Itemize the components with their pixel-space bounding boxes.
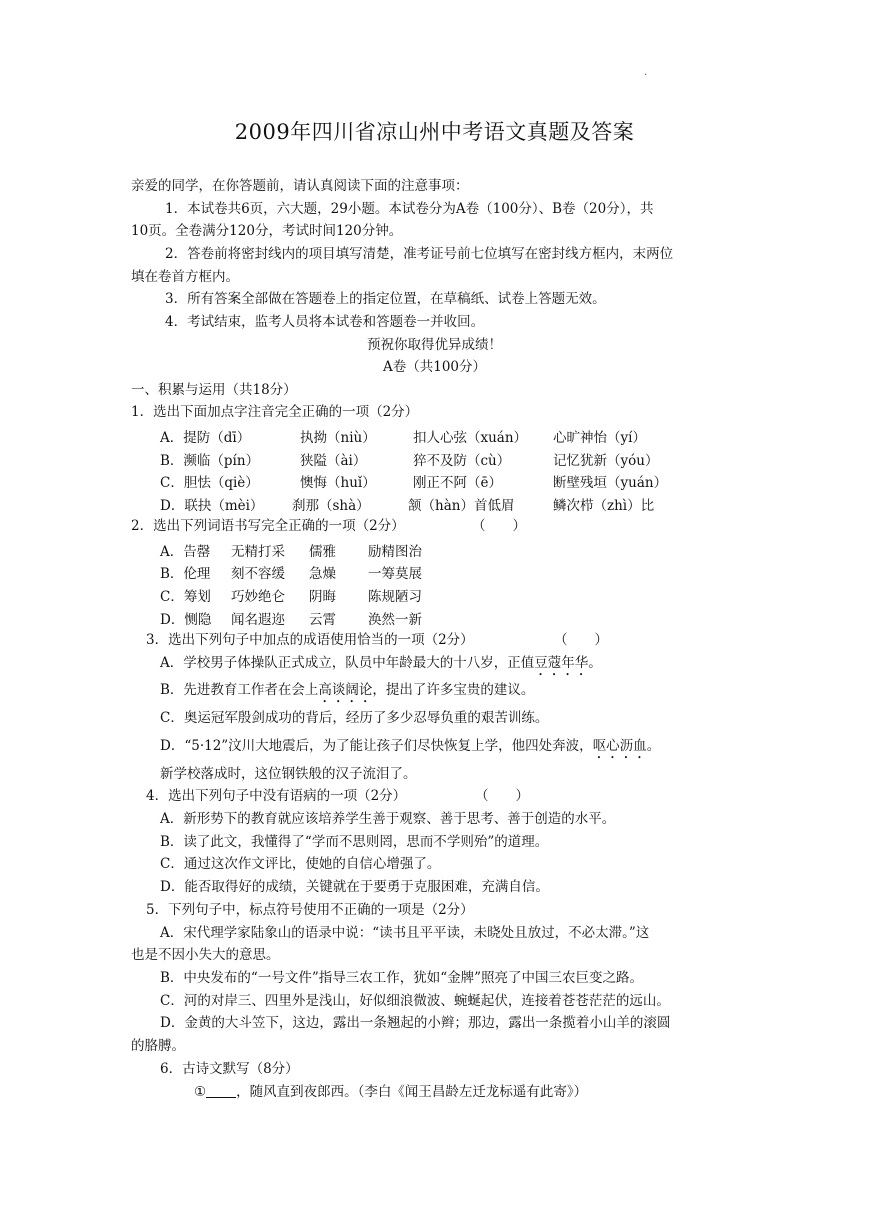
q4-answer-paren: （ ）	[475, 788, 529, 804]
q2-d-1: D．恻隐	[160, 612, 212, 628]
q2-b-3: 急燥	[309, 566, 336, 582]
q2-b-1: B．伦理	[160, 566, 211, 582]
q2-c-3: 阴晦	[309, 589, 336, 605]
notice-wish: 预祝你取得优异成绩！	[367, 337, 502, 353]
q3-stem: 3．选出下列句子中加点的成语使用恰当的一项（2分）	[146, 632, 474, 648]
q2-c-4: 陈规陋习	[368, 589, 422, 605]
q3-option-c: C．奥运冠军殷剑成功的背后，经历了多少忍辱负重的艰苦训练。	[160, 710, 549, 726]
section-heading: 一、积累与运用（共18分）	[131, 382, 297, 398]
page-title: 2009年四川省凉山州中考语文真题及答案	[234, 120, 635, 144]
q3-option-b	[160, 681, 534, 706]
q1-c-3: 刚正不阿（ē）	[413, 475, 502, 491]
q4-option-c: C．通过这次作文评比，使她的自信心增强了。	[160, 856, 441, 872]
q3-option-d-cont: 新学校落成时，这位钢铁般的汉子流泪了。	[160, 766, 417, 782]
q3-b-idiom: 高谈阔论	[318, 682, 373, 698]
q5-option-b: B．中央发布的“一号文件”指导三农工作，犹如“金牌”照亮了中国三农巨变之路。	[160, 970, 644, 986]
q2-answer-paren: （ ）	[472, 518, 526, 534]
q6-item-1-text: ，随风直到夜郎西。（李白《闻王昌龄左迁龙标遥有此寄》）	[236, 1084, 588, 1100]
q3-d-idiom: 呕心沥血	[592, 738, 647, 754]
q3-b-text: B．先进教育工作者在会上	[160, 682, 319, 698]
q4-option-b: B．读了此文，我懂得了“学而不思则罔，思而不学则殆”的道理。	[160, 834, 549, 850]
q3-answer-paren: （ ）	[554, 632, 608, 648]
q5-stem: 5．下列句子中，标点符号使用不正确的一项是（2分）	[146, 902, 474, 918]
q1-d-2: 刹那（shà）	[292, 498, 370, 514]
volume-label: A卷（共100分）	[382, 359, 487, 375]
q3-b-end: ，提出了许多宝贵的建议。	[372, 682, 535, 698]
q3-a-end: 。	[588, 655, 602, 671]
header-dot: ·	[644, 70, 648, 81]
q2-d-4: 涣然一新	[368, 612, 422, 628]
q2-d-2: 闻名遐迩	[231, 612, 285, 628]
notice-item-3: 3．所有答案全部做在答题卷上的指定位置，在草稿纸、试卷上答题无效。	[165, 291, 606, 307]
q1-a-2: 执拗（niù）	[300, 430, 376, 446]
q3-a-idiom: 豆蔻年华	[534, 655, 589, 671]
notice-item-2b: 填在卷首方框内。	[131, 269, 239, 285]
q1-b-2: 狭隘（ài）	[300, 453, 367, 469]
q1-c-2: 懊悔（huǐ）	[300, 475, 376, 491]
q2-c-1: C．筹划	[160, 589, 211, 605]
q1-d-4: 鳞次栉（zhì）比	[553, 498, 655, 514]
q2-c-2: 巧妙绝仑	[231, 589, 285, 605]
q2-a-2: 无精打采	[231, 544, 285, 560]
q2-a-4: 励精图治	[368, 544, 422, 560]
notice-item-1b: 10页。全卷满分120分，考试时间120分钟。	[131, 223, 403, 239]
q2-b-4: 一筹莫展	[368, 566, 422, 582]
q5-option-d-cont: 的胳膊。	[131, 1038, 185, 1054]
q1-stem: 1．选出下面加点字注音完全正确的一项（2分）	[131, 404, 419, 420]
q2-b-2: 刻不容缓	[231, 566, 285, 582]
q3-option-a	[160, 654, 602, 679]
q3-option-d	[160, 737, 660, 762]
q1-b-4: 记忆犹新（yóu）	[553, 453, 659, 469]
q6-item-1	[194, 1083, 587, 1101]
q2-a-1: A．告罄	[160, 544, 211, 560]
q5-option-a: A．宋代理学家陆象山的语录中说：“读书且平平读，未晓处且放过，不必太滞。”这	[160, 925, 650, 941]
q1-d-3: 颔（hàn）首低眉	[408, 498, 515, 514]
q4-option-d: D．能否取得好的成绩，关键就在于要勇于克服困难，充满自信。	[160, 879, 549, 895]
q1-a-4: 心旷神怡（yí）	[553, 430, 646, 446]
q3-a-text: A．学校男子体操队正式成立，队员中年龄最大的十八岁，正值	[160, 655, 535, 671]
q1-a-1: A．提防（dī）	[160, 430, 251, 446]
fill-blank	[206, 1083, 236, 1098]
q1-c-4: 断壁残垣（yuán）	[553, 475, 668, 491]
q3-d-end: 。	[646, 738, 661, 754]
q6-item-1-number: ①	[194, 1084, 207, 1100]
q6-stem: 6．古诗文默写（8分）	[160, 1061, 299, 1077]
q1-c-1: C．胆怯（qiè）	[160, 475, 259, 491]
q1-a-3: 扣人心弦（xuán）	[413, 430, 528, 446]
q2-stem: 2．选出下列词语书写完全正确的一项（2分）	[131, 518, 405, 534]
q3-d-text: D．“5·12”汶川大地震后，为了能让孩子们尽快恢复上学，他四处奔波，	[160, 738, 593, 754]
q1-b-3: 猝不及防（cù）	[413, 453, 511, 469]
q1-d-1: D．联抉（mèi）	[160, 498, 264, 514]
q4-option-a: A．新形势下的教育就应该培养学生善于观察、善于思考、善于创造的水平。	[160, 811, 616, 827]
notice-intro: 亲爱的同学，在你答题前，请认真阅读下面的注意事项：	[131, 178, 469, 194]
q1-b-1: B．濒临（pín）	[160, 453, 260, 469]
q4-stem: 4．选出下列句子中没有语病的一项（2分）	[146, 788, 407, 804]
q5-option-c: C．河的对岸三、四里外是浅山，好似细浪微波、蜿蜒起伏，连接着苍苍茫茫的远山。	[160, 993, 670, 1009]
q2-a-3: 儒雅	[309, 544, 336, 560]
notice-item-4: 4．考试结束，监考人员将本试卷和答题卷一并收回。	[165, 314, 485, 330]
q5-option-a-cont: 也是不因小失大的意思。	[131, 947, 280, 963]
q2-d-3: 云霄	[309, 612, 336, 628]
notice-item-1a: 1．本试卷共6页，六大题，29小题。本试卷分为A卷（100分）、B卷（20分），共	[165, 201, 654, 217]
notice-item-2a: 2．答卷前将密封线内的项目填写清楚，准考证号前七位填写在密封线方框内，末两位	[165, 246, 674, 262]
q5-option-d: D．金黄的大斗笠下，这边，露出一条翘起的小辫；那边，露出一条揽着小山羊的滚圆	[160, 1015, 671, 1031]
